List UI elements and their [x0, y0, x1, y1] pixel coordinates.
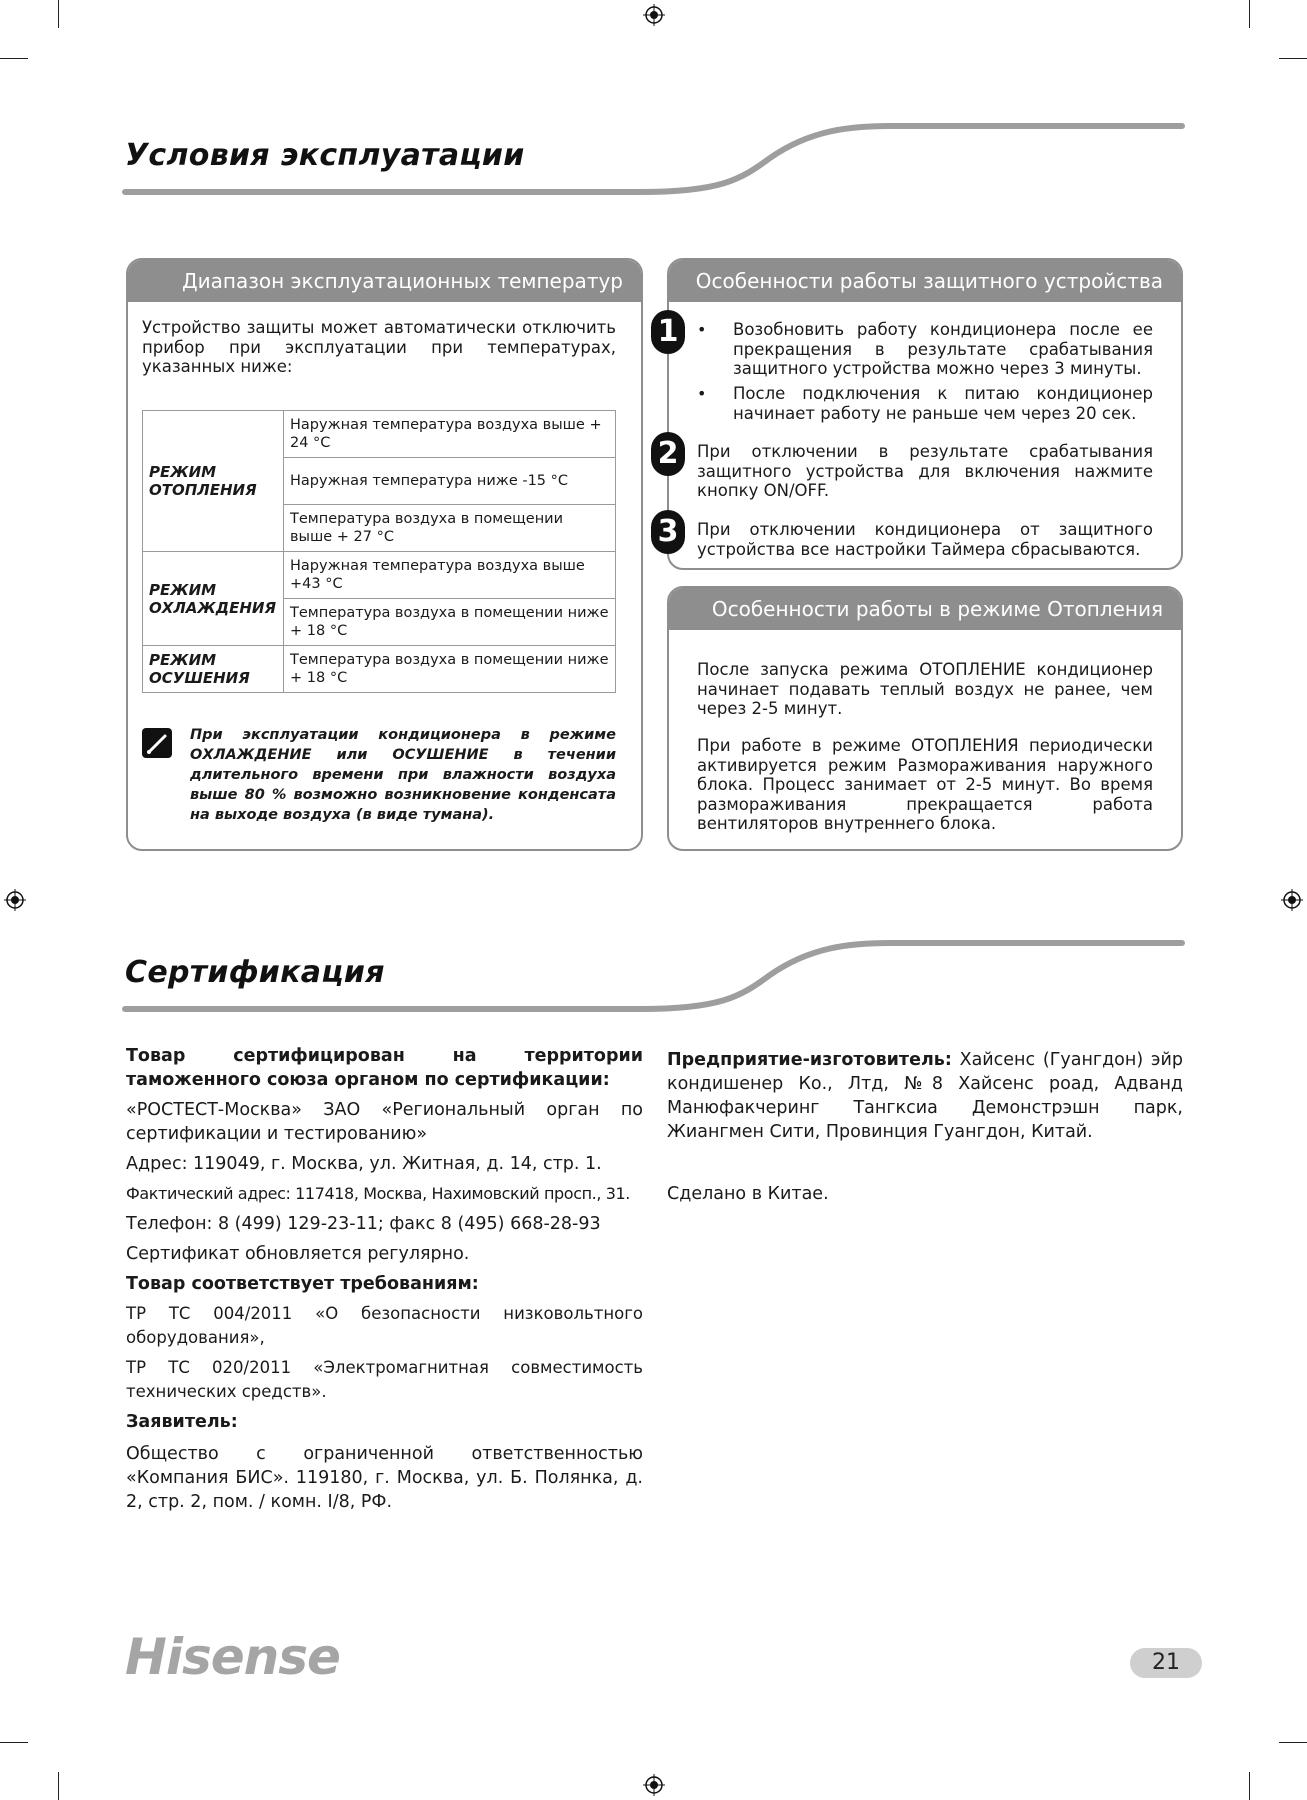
registration-mark-icon — [4, 889, 26, 911]
condition-cell: Температура воздуха в помещении выше + 27 °C — [284, 505, 616, 552]
mode-cell: РЕЖИМ ОХЛАЖДЕНИЯ — [143, 552, 284, 646]
registration-mark-icon — [643, 4, 665, 26]
cert-address: Адрес: 119049, г. Москва, ул. Житная, д. 14, стр. 1. — [126, 1154, 602, 1174]
manufacturer-text: Хайсенс (Гуангдон) эйр кондишенер Ко., Лтд, №8 Хайсенс роад, Адванд Манюфакчеринг Тангксиа Демонстрэшн парк, Жиангмен Сити, Провинция Гуангдон, Китай. — [667, 1050, 1183, 1142]
panel-heating-mode — [667, 586, 1183, 851]
cert-applicant: Общество с ограниченной ответственностью «Компания БИС». 119180, г. Москва, ул. Б. Полянка, д. 2, стр. 2, пом. / комн. I/8, РФ. — [126, 1444, 643, 1512]
bullet-item — [697, 384, 1153, 423]
bullet-icon: • — [697, 320, 707, 339]
cert-heading: Товар сертифицирован на территории таможенного союза органом по сертификации: — [126, 1046, 643, 1090]
title-swoosh-decoration — [120, 118, 1190, 198]
cert-requirement: ТР ТС 004/2011 «О безопасности низковольтного оборудования», — [126, 1304, 643, 1347]
heating-paragraph: После запуска режима ОТОПЛЕНИЕ кондиционер начинает подавать теплый воздух не ранее, чем через 2-5 минут. — [697, 660, 1153, 718]
crop-mark — [0, 1742, 28, 1743]
cert-left-column — [126, 1044, 643, 1514]
crop-mark — [58, 0, 59, 28]
page-number: 21 — [1130, 1648, 1202, 1678]
crop-mark — [58, 1772, 59, 1800]
panel-protection-device — [657, 258, 1183, 570]
temperature-table — [142, 410, 616, 693]
bullet-text: После подключения к питаю кондиционер начинает работу не раньше чем через 20 сек. — [733, 384, 1153, 423]
cert-heading: Товар соответствует требованиям: — [126, 1274, 479, 1294]
registration-mark-icon — [1281, 889, 1303, 911]
cert-phone: Телефон: 8 (499) 129-23-11; факс 8 (495) 668-28-93 — [126, 1214, 601, 1234]
section-title-operation: Условия эксплуатации — [125, 138, 525, 173]
condition-cell: Наружная температура ниже -15 °C — [284, 458, 616, 505]
panel-header: Особенности работы защитного устройства — [669, 260, 1181, 302]
panel-header: Особенности работы в режиме Отопления — [669, 588, 1181, 630]
bullet-item — [697, 320, 1153, 379]
step-number-badge: 1 — [651, 310, 685, 354]
step-number-badge: 3 — [651, 510, 685, 554]
crop-mark — [1249, 1772, 1250, 1800]
brand-logo: Hisense — [125, 1628, 340, 1686]
manufacturer-block — [667, 1048, 1183, 1144]
table-row — [143, 552, 616, 599]
bullet-icon: • — [697, 384, 707, 403]
condition-cell: Температура воздуха в помещении ниже + 18 °C — [284, 599, 616, 646]
note-text: При эксплуатации кондиционера в режиме ОХЛАЖДЕНИЕ или ОСУШЕНИЕ в течении длительного времени при влажности воздуха выше 80 % возможно возникновение конденсата на выходе воздуха (в виде тумана). — [190, 727, 616, 823]
condition-cell: Наружная температура воздуха выше +43 °C — [284, 552, 616, 599]
condition-cell: Наружная температура воздуха выше + 24 °C — [284, 411, 616, 458]
mode-cell: РЕЖИМ ОСУШЕНИЯ — [143, 646, 284, 693]
crop-mark — [0, 58, 28, 59]
crop-mark — [1279, 58, 1307, 59]
note-pencil-icon — [142, 728, 172, 758]
bullet-text: Возобновить работу кондиционера после ее прекращения в результате срабатывания защитного устройства можно через 3 минуты. — [733, 320, 1153, 378]
cert-org: «РОСТЕСТ-Москва» ЗАО «Региональный орган по сертификации и тестированию» — [126, 1100, 643, 1144]
section-title-certification: Сертификация — [125, 955, 385, 990]
manufacturer-label: Предприятие-изготовитель: — [667, 1050, 952, 1070]
step-text: При отключении в результате срабатывания защитного устройства для включения нажмите кнопку ON/OFF. — [697, 442, 1153, 500]
registration-mark-icon — [643, 1774, 665, 1796]
cert-renewal: Сертификат обновляется регулярно. — [126, 1244, 470, 1264]
cert-actual-address: Фактический адрес: 117418, Москва, Нахимовский просп., 31. — [126, 1184, 630, 1203]
made-in: Сделано в Китае. — [667, 1184, 829, 1204]
table-row — [143, 646, 616, 693]
step-text: При отключении кондиционера от защитного устройства все настройки Таймера сбрасываются. — [697, 520, 1153, 559]
crop-mark — [1279, 1742, 1307, 1743]
panel-header: Диапазон эксплуатационных температур — [128, 260, 641, 302]
table-row — [143, 411, 616, 458]
panel-intro-text: Устройство защиты может автоматически отключить прибор при эксплуатации при температурах, указанных ниже: — [142, 318, 616, 376]
crop-mark — [1249, 0, 1250, 28]
cert-heading: Заявитель: — [126, 1412, 238, 1432]
cert-requirement: ТР ТС 020/2011 «Электромагнитная совместимость технических средств». — [126, 1358, 643, 1401]
mode-cell: РЕЖИМ ОТОПЛЕНИЯ — [143, 411, 284, 552]
heating-paragraph: При работе в режиме ОТОПЛЕНИЯ периодически активируется режим Размораживания наружного блока. Процесс занимает от 2-5 минут. Во время размораживания прекращается работа вентиляторов внутреннего блока. — [697, 736, 1153, 833]
step-number-badge: 2 — [651, 432, 685, 476]
panel-temperature-ranges — [126, 258, 643, 851]
cert-right-column — [667, 1048, 1183, 1206]
condition-cell: Температура воздуха в помещении ниже + 18 °C — [284, 646, 616, 693]
title-swoosh-decoration — [120, 935, 1190, 1015]
